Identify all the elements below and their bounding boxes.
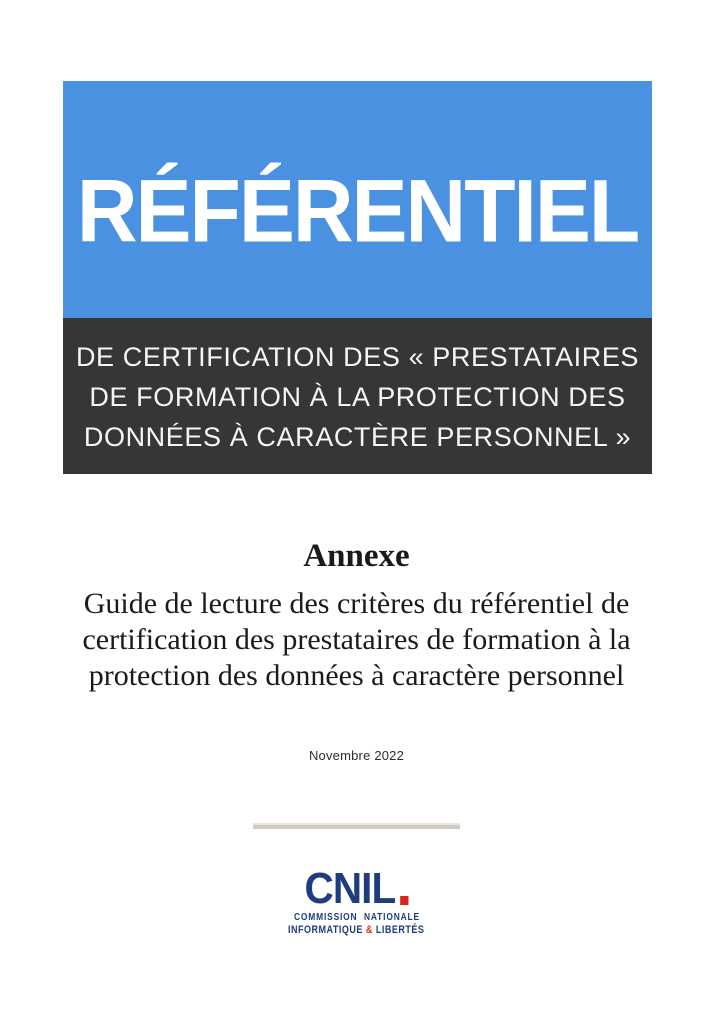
cnil-logo-line2-text: LIBERTÉS (373, 924, 425, 936)
cnil-logo-line1: COMMISSION NATIONALE (293, 912, 420, 923)
subtitle-line: DE FORMATION À LA PROTECTION DES (89, 382, 626, 412)
subtitle-line: DONNÉES À CARACTÈRE PERSONNEL » (83, 422, 632, 452)
cnil-wordmark: CNIL (304, 864, 396, 913)
cover-title: RÉFÉRENTIEL (76, 160, 639, 261)
cnil-logo-line2 (288, 924, 424, 936)
cnil-red-dot-icon (400, 896, 408, 905)
cnil-wordmark-row (304, 864, 409, 913)
title-banner (63, 81, 652, 318)
annex-subtitle-line: protection des données à caractère personnel (88, 659, 625, 692)
annex-heading: Annexe (303, 538, 410, 574)
subtitle-banner (63, 318, 652, 474)
subtitle-line: DE CERTIFICATION DES « PRESTATAIRES (75, 342, 640, 372)
annex-subtitle (0, 586, 713, 694)
cnil-logo (0, 864, 713, 936)
annex-subtitle-line: Guide de lecture des critères du référentiel de (83, 587, 630, 620)
cnil-logo-line2-text: INFORMATIQUE (288, 924, 367, 936)
date-text: Novembre 2022 (308, 748, 405, 763)
cnil-ampersand: & (366, 924, 374, 936)
divider-rule (253, 823, 460, 829)
annex-subtitle-line: certification des prestataires de formation à la (82, 623, 631, 656)
annex-block (0, 540, 713, 694)
